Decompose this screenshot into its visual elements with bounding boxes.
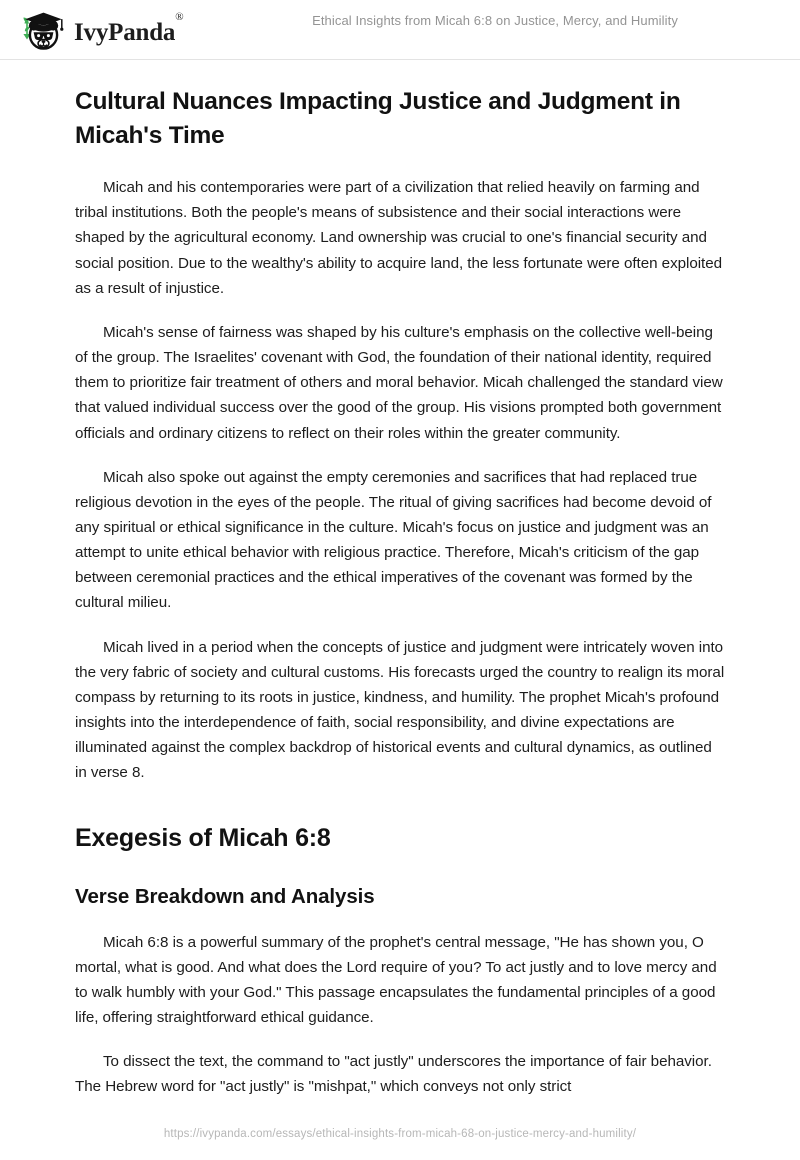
paragraph-1: Micah and his contemporaries were part of a civilization that relied heavily on farming and tribal institutions. Both the people's means of subsistence and their social interactions were shaped by the agricultural economy. Land ownership was crucial to one's financial security and social position. Due to the wealthy's ability to acquire land, the less fortunate were often exploited as a result of injustice. [75,179,723,297]
header-document-title: Ethical Insights from Micah 6:8 on Justice, Mercy, and Humility [312,13,678,28]
paragraph-5: Micah 6:8 is a powerful summary of the prophet's central message, "He has shown you, O mortal, what is good. And what does the Lord require of you? To act justly and to love mercy and to walk humbly with your God." This passage encapsulates the fundamental principles of a good life, offering straightforward ethical guidance. [75,933,717,1027]
paragraph-6: To dissect the text, the command to "act justly" underscores the importance of fair behavior. The Hebrew word for "act justly" is "mishpat," which conveys not only strict [75,1053,712,1096]
brand-trademark-symbol: ® [175,11,184,24]
page-header [0,0,800,60]
paragraph-3: Micah also spoke out against the empty ceremonies and sacrifices that had replaced true religious devotion in the eyes of the people. The ritual of giving sacrifices had become devoid of any spiritual or ethical significance in the culture. Micah's focus on justice and judgment was an attempt to unite ethical behavior with religious practice. Therefore, Micah's criticism of the gap between ceremonial practices and the ethical imperatives of the covenant was formed by the cultural milieu. [75,468,712,612]
document-content [0,60,800,1100]
page-footer [0,1124,800,1142]
paragraph-4: Micah lived in a period when the concepts of justice and judgment were intricately woven into the very fabric of society and cultural customs. His forecasts urged the country to realign its moral compass by returning to its roots in justice, kindness, and humility. The prophet Micah's profound insights into the interdependence of faith, social responsibility, and divine expectations are illuminated against the complex backdrop of historical events and cultural dynamics, as outlined in verse 8. [75,638,725,782]
footer-source-url[interactable]: https://ivypanda.com/essays/ethical-insights-from-micah-68-on-justice-mercy-and-humility/ [163,1128,637,1140]
section-heading-exegesis: Exegesis of Micah 6:8 [75,823,331,852]
brand-name-text: IvyPanda [74,18,176,46]
page-title: Cultural Nuances Impacting Justice and Judgment in Micah's Time [75,88,681,150]
subsection-heading-verse-breakdown: Verse Breakdown and Analysis [75,885,375,909]
paragraph-2: Micah's sense of fairness was shaped by his culture's emphasis on the collective well-being of the group. The Israelites' covenant with God, the foundation of their national identity, required them to prioritize fair treatment of others and moral behavior. Micah challenged the standard view that valued individual success over the good of the group. His visions prompted both government officials and ordinary citizens to reflect on their roles within the greater community. [75,323,723,442]
